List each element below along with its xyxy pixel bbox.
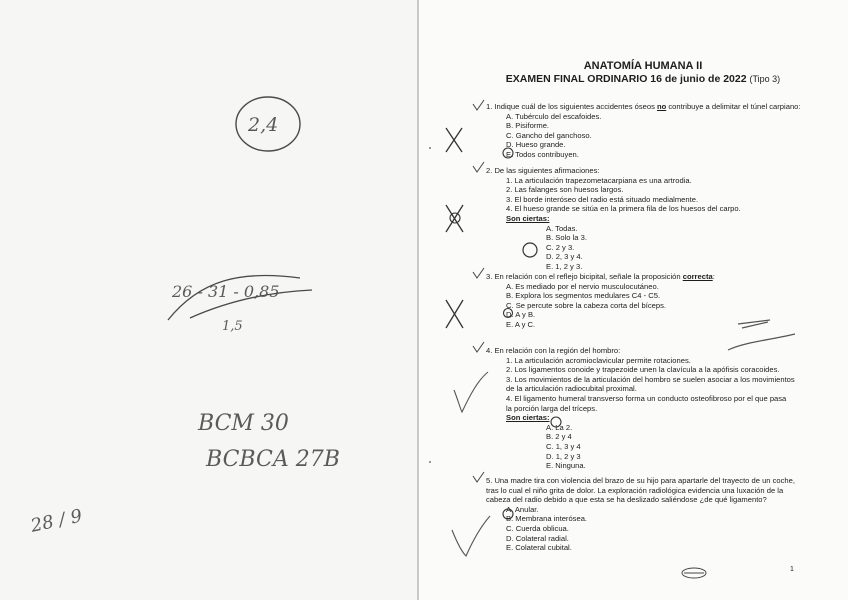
exam-header [478,60,808,86]
question-4-stem: 4. En relación con la región del hombro: [486,346,621,355]
question-2-statement-3: 3. El borde interóseo del radio está situado medialmente. [506,194,699,204]
question-2-option-a[interactable]: A. Todas. [546,223,578,233]
question-2-option-b[interactable]: B. Solo la 3. [546,233,587,243]
question-1-stem-post: contribuye a delimitar el túnel carpiano: [666,102,801,111]
question-5-option-c[interactable]: C. Cuerda oblicua. [506,523,569,533]
note-3-text: 28 / 9 [28,505,85,537]
check-mark-q4 [454,372,488,412]
question-4-statement-3: 3. Los movimientos de la articulación del hombro se suelen asociar a los movimientos [506,374,795,384]
note-2-text: BCBCA 27B [206,447,340,472]
page-number: 1 [790,566,794,573]
question-3-option-a[interactable]: A. Es mediado por el nervio musculocutáneo. [506,281,659,291]
score-line-text: 26 - 31 - 0,85 [172,282,280,301]
exam-subtitle [478,73,808,86]
question-3-option-d[interactable]: D. A y B. [506,310,536,320]
question-2-label: Son ciertas: [506,213,550,223]
score-circle-text: 2,4 [248,114,279,136]
question-1-option-b[interactable]: B. Pisiforme. [506,121,550,131]
question-4-label: Son ciertas: [506,413,550,423]
question-4-option-b[interactable]: B. 2 y 4 [546,432,572,442]
check-mark-q5 [452,516,490,556]
question-1 [486,102,806,160]
question-4 [486,346,798,471]
question-5-option-e[interactable]: E. Colateral cubital. [506,543,572,553]
question-3-option-e[interactable]: E. A y C. [506,319,536,329]
question-4-statement-2: 2. Los ligamentos conoide y trapezoide unen la clavícula a la apófisis coracoides. [506,365,780,375]
wrong-mark-q1 [446,128,462,152]
question-4-statement-1: 1. La articulación acromioclavicular permite rotaciones. [506,355,691,365]
question-4-statement-4: 4. El ligamento humeral transverso forma un conducto osteofibroso por el que pasa [506,393,787,403]
question-2-stem: 2. De las siguientes afirmaciones: [486,166,600,175]
question-2-option-c[interactable]: C. 2 y 3. [546,242,575,252]
question-2-option-d[interactable]: D. 2, 3 y 4. [546,252,583,262]
question-3 [486,272,806,330]
question-1-option-c[interactable]: C. Gancho del ganchoso. [506,130,592,140]
question-3-stem [486,272,806,282]
question-1-option-d[interactable]: D. Hueso grande. [506,140,566,150]
question-1-stem [486,102,806,112]
question-1-option-a[interactable]: A. Tubérculo del escafoides. [506,111,602,121]
wrong-mark-q3 [446,300,463,328]
question-1-stem-emph: no [656,102,667,111]
question-4-option-a[interactable]: A. La 2. [546,422,573,432]
exam-title: ANATOMÍA HUMANA II [583,60,703,72]
question-3-stem-post: : [712,272,715,281]
question-3-stem-emph: correcta [682,272,713,281]
question-3-option-b[interactable]: B. Explora los segmentos medulares C4 - C5. [506,291,661,301]
question-5-stem-line-3: cabeza del radio debido a que esta se ha deslizado saliéndose ¿de qué ligamento? [486,495,767,505]
question-2-option-e[interactable]: E. 1, 2 y 3. [546,261,583,271]
note-1-text: BCM 30 [198,411,289,436]
question-2-statement-4: 4. El hueso grande se sitúa en la primera fila de los huesos del carpo. [506,204,741,214]
tick-q4 [473,342,484,352]
question-4-option-e[interactable]: E. Ninguna. [546,461,586,471]
question-5-stem-line-2: tras lo cual el niño grita de dolor. La exploración radiológica evidencia una luxación de la [486,485,784,495]
question-2-statement-2: 2. Las falanges son huesos largos. [506,185,624,195]
exam-subtitle-text: EXAMEN FINAL ORDINARIO 16 de junio de 2022 [505,73,747,85]
question-2-statement-1: 1. La articulación trapezometacarpiana es una artrodia. [506,175,692,185]
question-3-stem-pre: 3. En relación con el reflejo bicipital, señale la proposición [486,272,683,281]
question-4-option-d[interactable]: D. 1, 2 y 3 [546,451,581,461]
exam-type: (Tipo 3) [749,74,781,84]
question-4-statement-3-cont: de la articulación radiocubital proximal. [506,384,637,394]
scan-dot-1 [429,147,431,149]
scan-dot-2 [429,461,431,463]
tick-q3 [473,268,484,278]
tick-q2 [473,162,484,172]
question-5 [486,476,798,553]
question-4-statement-4-cont: la porción larga del tríceps. [506,403,598,413]
tick-q1 [473,100,484,110]
question-5-option-d[interactable]: D. Colateral radial. [506,533,569,543]
question-3-option-c[interactable]: C. Se percute sobre la cabeza corta del bíceps. [506,300,666,310]
question-1-stem-pre: 1. Indique cuál de los siguientes accidentes óseos [486,102,657,111]
question-4-option-c[interactable]: C. 1, 3 y 4 [546,441,581,451]
question-5-option-a[interactable]: A. Anular. [506,504,539,514]
question-5-stem-line-1: 5. Una madre tira con violencia del brazo de su hijo para apartarle del trayecto de un coche, [486,476,795,485]
tick-q5 [473,472,484,482]
question-2 [486,166,806,272]
question-5-option-b[interactable]: B. Membrana interósea. [506,514,588,524]
question-1-option-e[interactable]: E. Todos contribuyen. [506,149,579,159]
score-sub-text: 1,5 [222,319,243,334]
